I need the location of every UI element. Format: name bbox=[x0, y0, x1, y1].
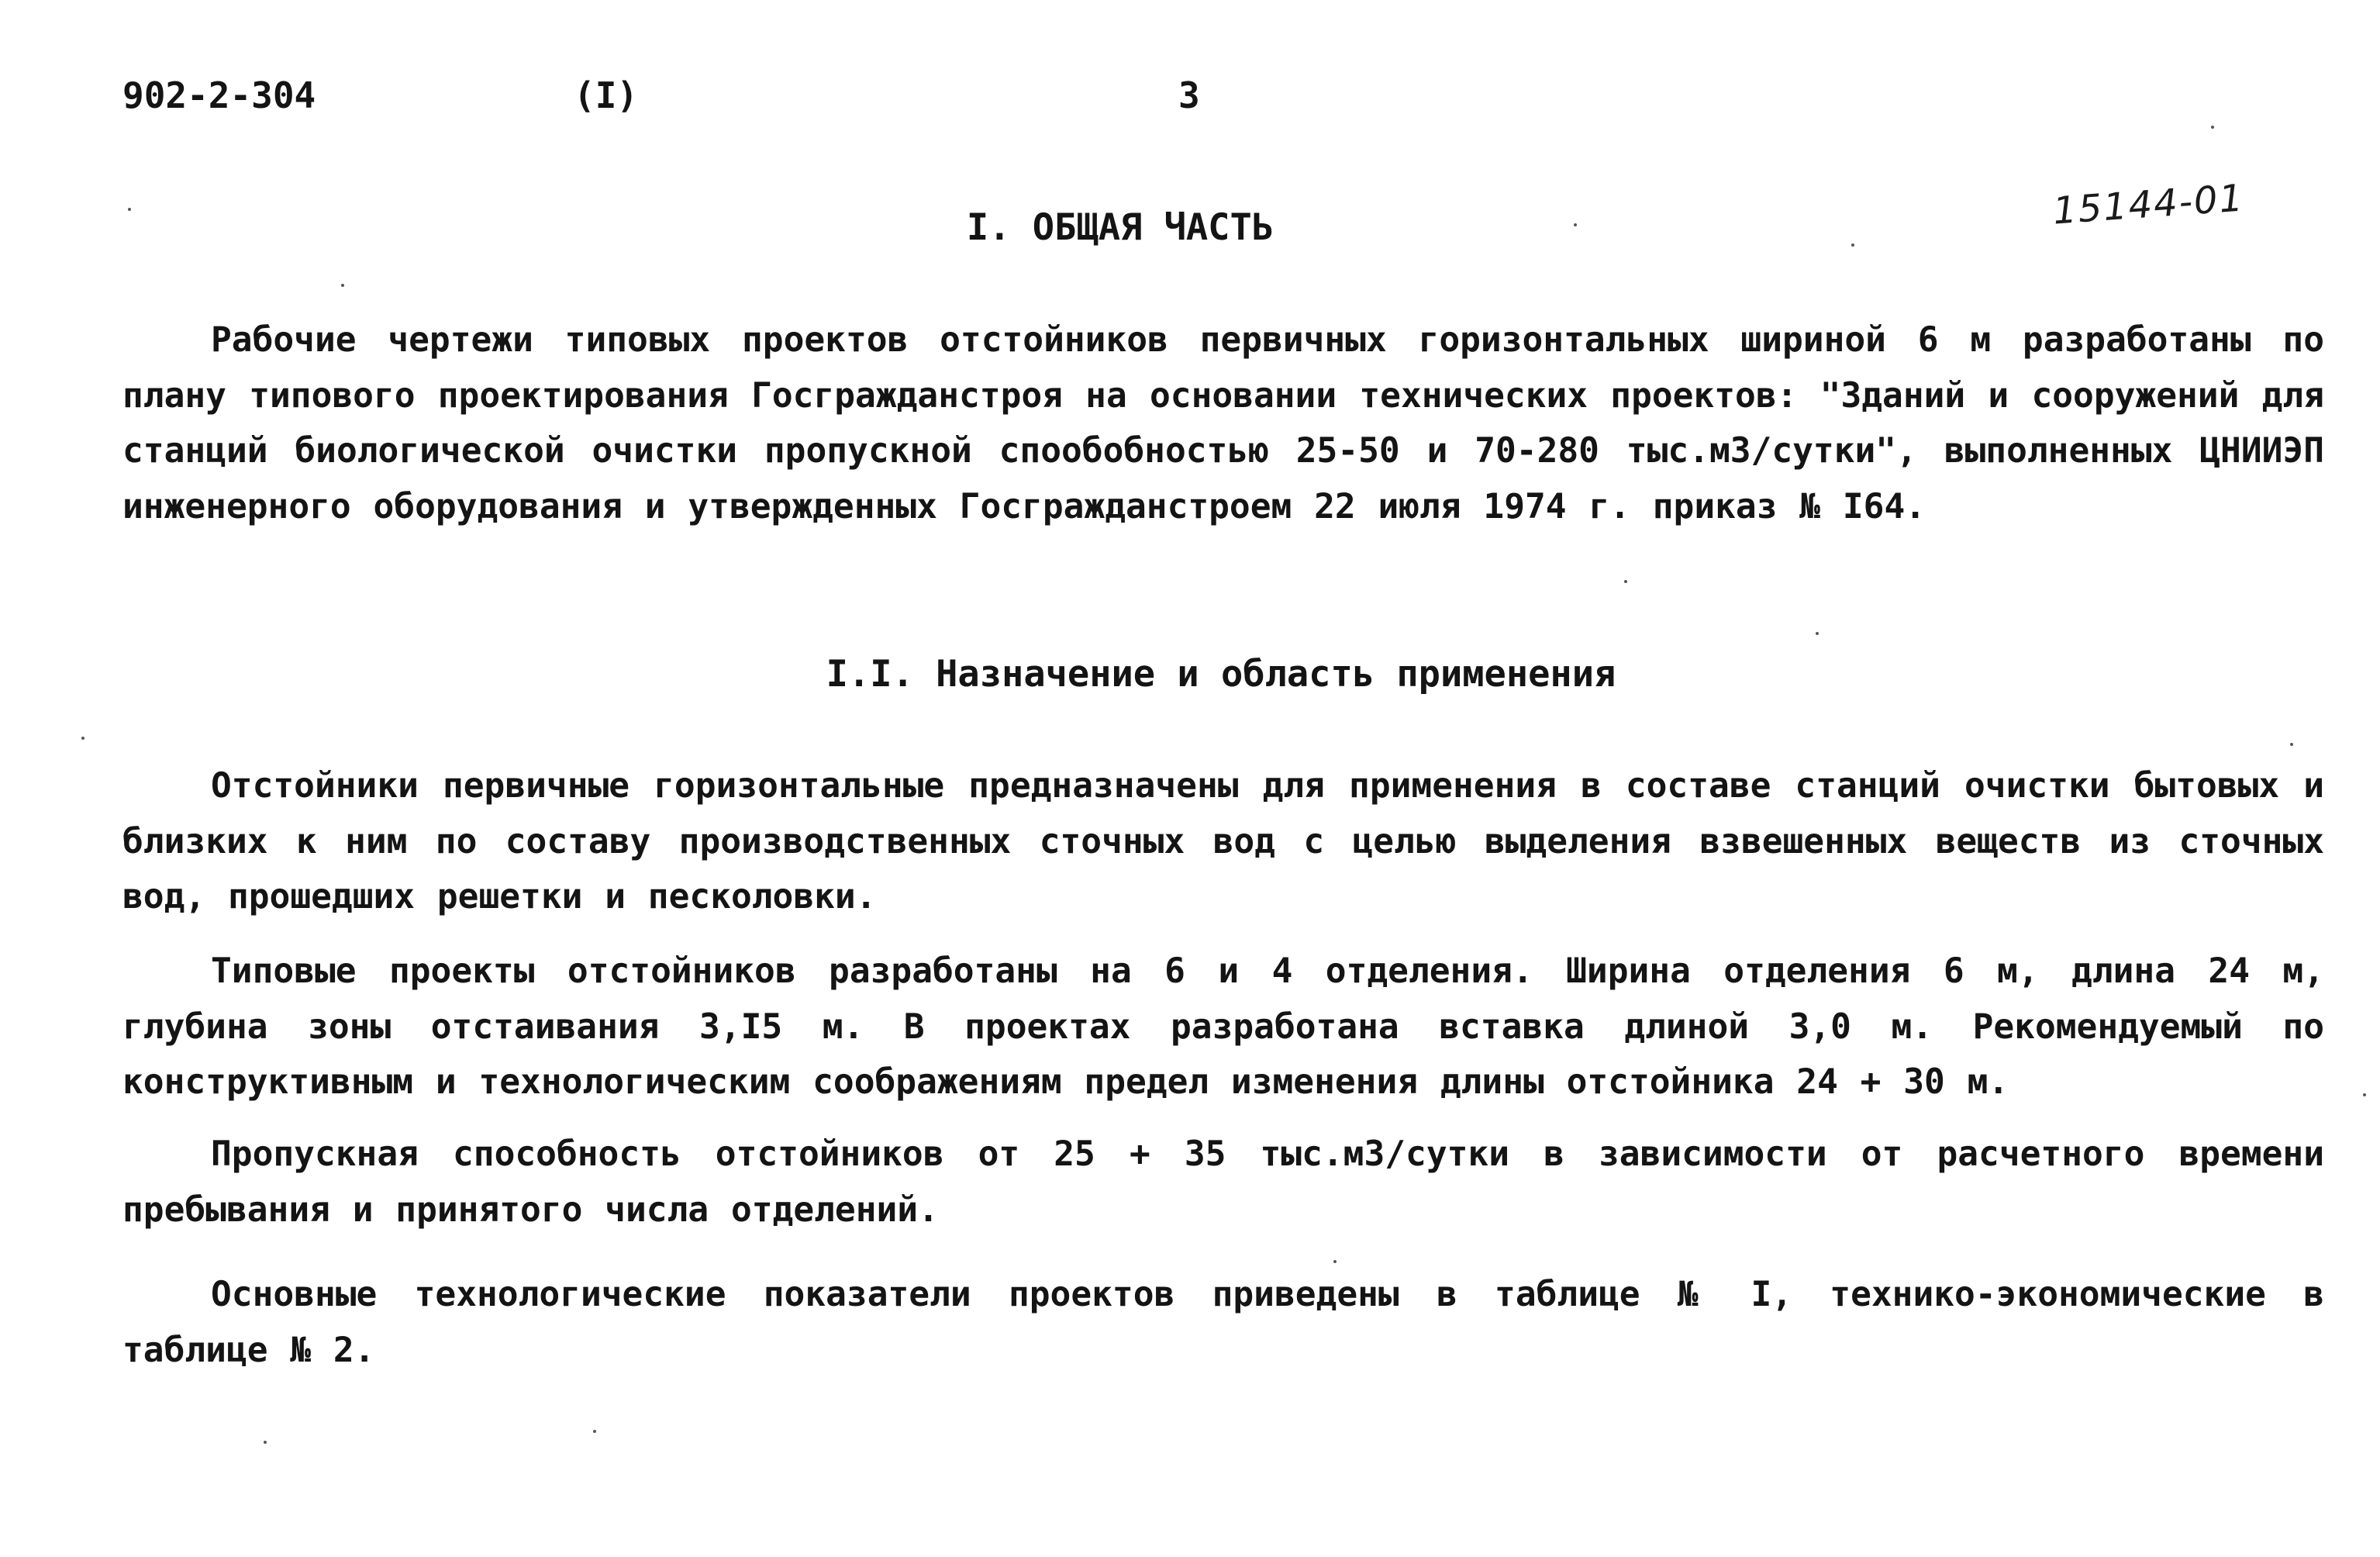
scan-speck bbox=[128, 208, 131, 211]
scan-speck bbox=[2363, 1093, 2366, 1096]
document-number: 902-2-304 bbox=[122, 74, 316, 116]
subsection-heading: I.I. Назначение и область применения bbox=[826, 653, 1616, 696]
scan-speck bbox=[2211, 126, 2214, 129]
scan-speck bbox=[264, 1441, 267, 1444]
paragraph-purpose: Отстойники первичные горизонтальные предназначены для применения в составе станций очистки бытовых и близких к ним по составу производственных сточных вод с целью выделения взвешенных веществ из сточных вод, прошедших решетки и песколовки. bbox=[122, 766, 2324, 917]
handwritten-note: 15144-01 bbox=[2051, 176, 2246, 233]
paragraph-design: Типовые проекты отстойников разработаны на 6 и 4 отделения. Ширина отделения 6 м, длина 24 м, глубина зоны отстаивания 3,I5 м. В проектах разработана вставка длиной 3,0 м. Рекомендуемый по конструктивным и технологическим соображениям предел изменения длины отстойника 24 + 30 м. bbox=[122, 951, 2324, 1102]
paragraph-capacity: Пропускная способность отстойников от 25 + 35 тыс.м3/сутки в зависимости от расчетного времени пребывания и принятого числа отделений. bbox=[122, 1134, 2324, 1230]
scan-speck bbox=[1624, 580, 1627, 583]
scan-speck bbox=[1851, 243, 1854, 247]
page-number: 3 bbox=[1178, 74, 1200, 116]
scan-speck bbox=[2290, 743, 2293, 746]
intro-paragraph: Рабочие чертежи типовых проектов отстойников первичных горизонтальных шириной 6 м разработаны по плану типового проектирования Госгражданстроя на основании технических проектов: "Зданий и сооружений для станций биологической очистки пропускной спообобностью 25-50 и 70-280 тыс.м3/сутки", выполненных ЦНИИЭП инженерного оборудования и утвержденных Госгражданстроем 22 июля 1974 г. приказ № I64. bbox=[122, 320, 2324, 526]
paragraph-tables: Основные технологические показатели проектов приведены в таблице № I, технико-экономические в таблице № 2. bbox=[122, 1275, 2324, 1370]
scan-speck bbox=[341, 284, 344, 287]
scan-speck bbox=[1574, 223, 1577, 226]
scan-speck bbox=[1333, 1260, 1337, 1263]
section-heading: I. ОБЩАЯ ЧАСТЬ bbox=[966, 206, 1275, 249]
part-number: (I) bbox=[574, 74, 639, 116]
scan-speck bbox=[81, 737, 85, 740]
scan-speck bbox=[593, 1430, 596, 1433]
scan-speck bbox=[1816, 632, 1819, 635]
